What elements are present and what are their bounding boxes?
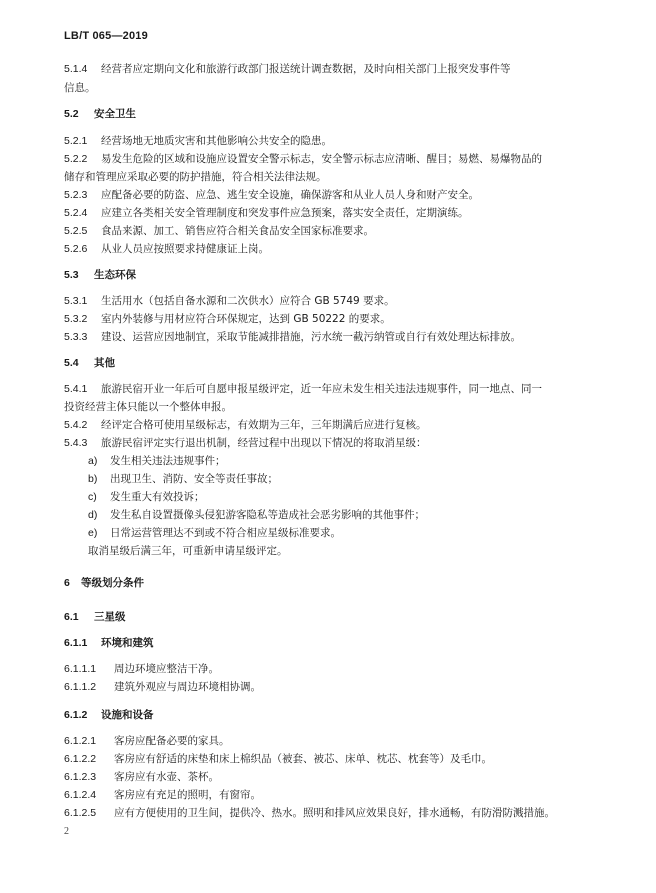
clause-number: 5.3.1 [64,295,88,307]
clause-5-2-6 [64,242,269,256]
clause-5-4-3-note: 取消星级后满三年，可重新申请星级评定。 [88,545,288,557]
clause-6-1-2-5 [64,806,555,820]
clause-5-3-1 [64,294,395,308]
clause-5-4-1-continued: 投资经营主体只能以一个整体申报。 [64,401,232,413]
clause-text: 经营场地无地质灾害和其他影响公共安全的隐患。 [101,135,332,147]
clause-text: 食品来源、加工、销售应符合相关食品安全国家标准要求。 [101,225,374,237]
list-item [88,508,425,522]
clause-6-1-2-4 [64,788,261,802]
section-number: 6.1.2 [64,709,88,721]
section-title: 其他 [94,357,115,369]
clause-text: 经评定合格可使用星级标志，有效期为三年，三年期满后应进行复核。 [101,419,427,431]
clause-number: 6.1.2.4 [64,789,97,801]
clause-6-1-1-1 [64,662,219,676]
section-heading-5-4 [64,356,115,370]
section-title: 环境和建筑 [101,637,154,649]
clause-5-2-4 [64,206,469,220]
clause-number: 5.3.3 [64,331,88,343]
clause-text: 应有方便使用的卫生间，提供冷、热水。照明和排风应效果良好，排水通畅，有防滑防溅措施。 [114,807,555,819]
list-item [88,472,278,486]
clause-text: 易发生危险的区域和设施应设置安全警示标志，安全警示标志应清晰、醒目；易燃、易爆物品的 [101,153,542,165]
clause-text: 生活用水（包括自备水源和二次供水）应符合 GB 5749 要求。 [101,295,395,307]
clause-text: 经营者应定期向文化和旅游行政部门报送统计调查数据，及时向相关部门上报突发事件等 [101,63,511,75]
section-number: 5.4 [64,357,79,369]
clause-5-2-1 [64,134,332,148]
clause-number: 6.1.1.2 [64,681,97,693]
clause-text: 客房应有水壶、茶杯。 [114,771,219,783]
clause-5-4-2 [64,418,427,432]
list-marker: d) [88,509,98,521]
clause-5-1-4-continued: 信息。 [64,82,96,94]
clause-text: 旅游民宿评定实行退出机制，经营过程中出现以下情况的将取消星级： [101,437,427,449]
clause-text: 建设、运营应因地制宜，采取节能减排措施，污水统一截污纳管或自行有效处理达标排放。 [101,331,521,343]
list-item [88,454,226,468]
clause-text: 从业人员应按照要求持健康证上岗。 [101,243,269,255]
clause-text: 客房应配备必要的家具。 [114,735,230,747]
list-item [88,490,205,504]
section-number: 5.3 [64,269,79,281]
clause-number: 5.2.6 [64,243,88,255]
clause-number: 5.2.3 [64,189,88,201]
clause-text: 客房应有舒适的床垫和床上棉织品（被套、被芯、床单、枕芯、枕套等）及毛巾。 [114,753,492,765]
clause-number: 5.2.1 [64,135,88,147]
clause-number: 6.1.2.1 [64,735,97,747]
list-text: 日常运营管理达不到或不符合相应星级标准要求。 [110,527,341,539]
list-text: 出现卫生、消防、安全等责任事故； [110,473,278,485]
clause-number: 6.1.2.2 [64,753,97,765]
section-title: 设施和设备 [101,709,154,721]
section-heading-6-1-1 [64,636,154,650]
clause-6-1-2-1 [64,734,230,748]
list-marker: a) [88,455,98,467]
clause-5-4-3 [64,436,427,450]
clause-text: 周边环境应整洁干净。 [114,663,219,675]
list-item [88,526,341,540]
clause-5-3-2 [64,312,391,326]
clause-number: 5.3.2 [64,313,88,325]
document-code-header: LB/T 065—2019 [64,30,148,42]
section-title: 三星级 [94,611,126,623]
clause-6-1-2-2 [64,752,492,766]
section-number: 6.1.1 [64,637,88,649]
clause-5-2-2-continued: 储存和管理应采取必要的防护措施，符合相关法律法规。 [64,171,327,183]
clause-number: 5.2.2 [64,153,88,165]
chapter-heading-6 [64,576,144,590]
chapter-title: 等级划分条件 [81,577,144,589]
clause-6-1-1-2 [64,680,261,694]
clause-5-2-2 [64,152,542,166]
list-text: 发生私自设置摄像头侵犯游客隐私等造成社会恶劣影响的其他事件； [110,509,425,521]
clause-number: 6.1.1.1 [64,663,97,675]
section-number: 6.1 [64,611,79,623]
clause-text: 旅游民宿开业一年后可自愿申报星级评定，近一年应未发生相关违法违规事件，同一地点、同一 [101,383,542,395]
section-number: 5.2 [64,108,79,120]
clause-5-2-3 [64,188,479,202]
list-marker: c) [88,491,97,503]
clause-number: 5.4.2 [64,419,88,431]
list-text: 发生重大有效投诉； [110,491,205,503]
clause-number: 5.2.4 [64,207,88,219]
section-heading-5-3 [64,268,136,282]
clause-number: 6.1.2.3 [64,771,97,783]
clause-text: 客房应有充足的照明，有窗帘。 [114,789,261,801]
section-heading-6-1 [64,610,126,624]
list-marker: b) [88,473,98,485]
clause-5-3-3 [64,330,521,344]
clause-5-1-4 [64,62,511,76]
clause-6-1-2-3 [64,770,219,784]
clause-text: 应配备必要的防盗、应急、逃生安全设施，确保游客和从业人员人身和财产安全。 [101,189,479,201]
clause-5-2-5 [64,224,374,238]
clause-5-4-1 [64,382,542,396]
clause-text: 应建立各类相关安全管理制度和突发事件应急预案，落实安全责任，定期演练。 [101,207,469,219]
clause-number: 5.4.1 [64,383,88,395]
section-title: 生态环保 [94,269,136,281]
clause-number: 5.1.4 [64,63,88,75]
clause-text: 建筑外观应与周边环境相协调。 [114,681,261,693]
clause-number: 6.1.2.5 [64,807,97,819]
list-marker: e) [88,527,98,539]
section-heading-5-2 [64,107,136,121]
clause-number: 5.2.5 [64,225,88,237]
section-title: 安全卫生 [94,108,136,120]
clause-text: 室内外装修与用材应符合环保规定，达到 GB 50222 的要求。 [101,313,391,325]
page-number: 2 [64,826,69,837]
section-heading-6-1-2 [64,708,154,722]
list-text: 发生相关违法违规事件； [110,455,226,467]
chapter-number: 6 [64,577,70,589]
clause-number: 5.4.3 [64,437,88,449]
